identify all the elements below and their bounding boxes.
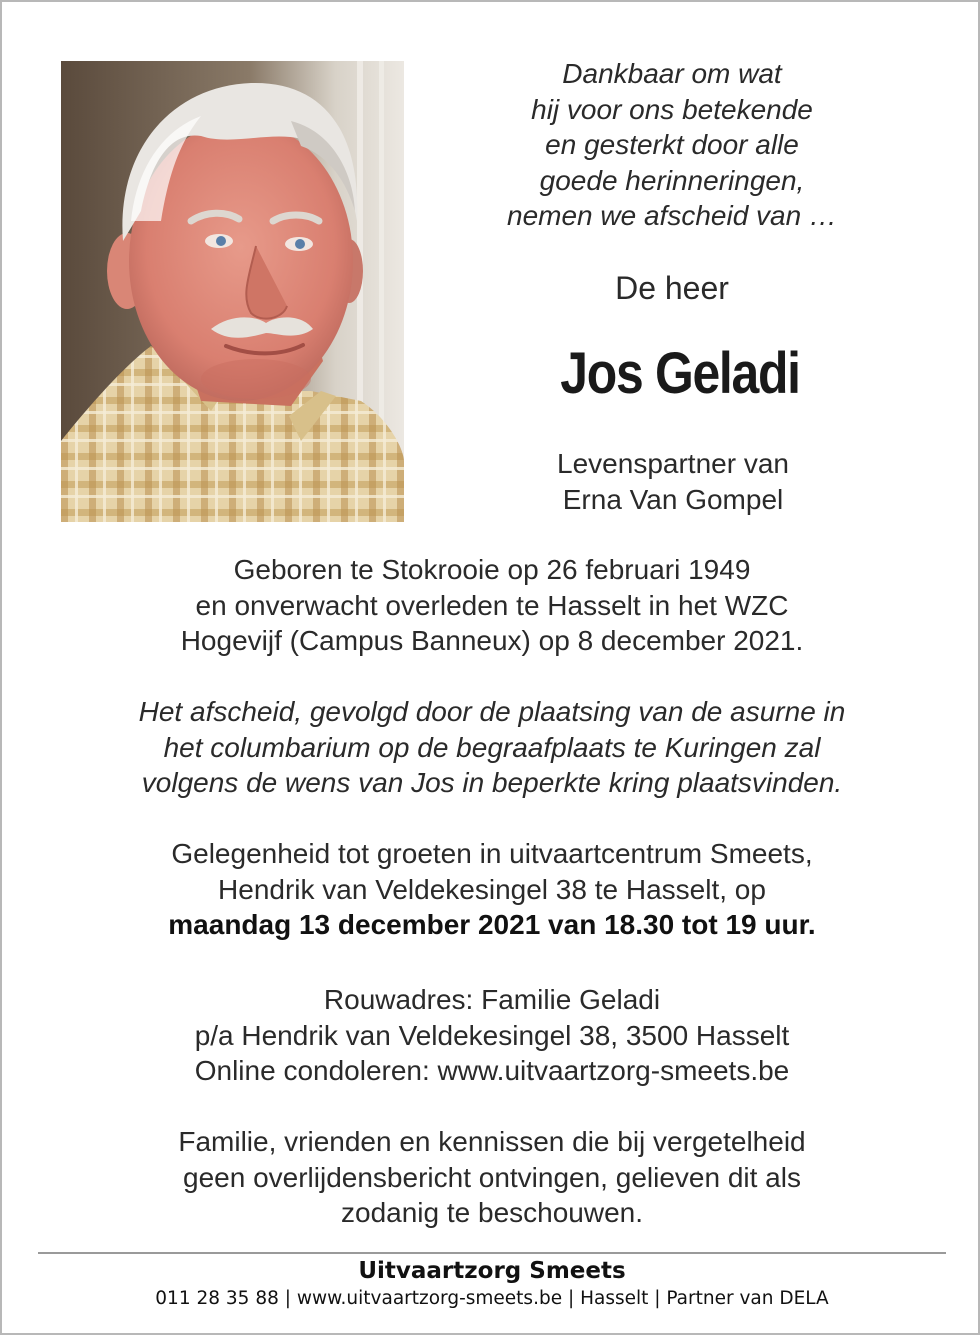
visitation-line: Hendrik van Veldekesingel 38 te Hasselt, op: [218, 873, 766, 905]
partner-info: [442, 446, 904, 517]
birth-death-info: [42, 552, 942, 659]
address-line: p/a Hendrik van Veldekesingel 38, 3500 Hasselt: [194, 1019, 790, 1051]
visitation-info: [42, 836, 942, 943]
portrait-photo: [61, 61, 404, 522]
mourning-address: [42, 982, 942, 1089]
address-line: Rouwadres: Familie Geladi: [323, 984, 661, 1015]
notice-text: [42, 1124, 942, 1231]
notice-line: geen overlijdensbericht ontvingen, gelieven dit als: [183, 1161, 801, 1193]
farewell-line: volgens de wens van Jos in beperkte kring plaatsvinden.: [141, 767, 843, 798]
poem-line: nemen we afscheid van …: [507, 200, 837, 231]
portrait-icon: [61, 61, 404, 522]
notice-line: zodanig te beschouwen.: [341, 1197, 643, 1228]
birth-death-line: Hogevijf (Campus Banneux) op 8 december 2021.: [180, 625, 804, 656]
partner-line: Erna Van Gompel: [562, 483, 784, 515]
condolence-link[interactable]: Online condoleren: www.uitvaartzorg-smeets.be: [194, 1055, 790, 1086]
poem-line: hij voor ons betekende: [531, 93, 813, 125]
farewell-info: [42, 694, 942, 801]
farewell-line: Het afscheid, gevolgd door de plaatsing van de asurne in: [138, 696, 846, 727]
farewell-line: het columbarium op de begraafplaats te Kuringen zal: [163, 731, 821, 763]
funeral-home-contact: 011 28 35 88 | www.uitvaartzorg-smeets.be | Hasselt | Partner van DELA: [155, 1288, 829, 1309]
footer-divider: [38, 1252, 946, 1254]
visitation-date: maandag 13 december 2021 van 18.30 tot 19 uur.: [168, 909, 816, 940]
funeral-home-name: Uitvaartzorg Smeets: [358, 1258, 626, 1284]
visitation-line: Gelegenheid tot groeten in uitvaartcentrum Smeets,: [171, 838, 813, 869]
notice-line: Familie, vrienden en kennissen die bij vergetelheid: [178, 1126, 806, 1157]
partner-line: Levenspartner van: [557, 448, 789, 479]
birth-death-line: Geboren te Stokrooie op 26 februari 1949: [233, 554, 751, 585]
deceased-name: Jos Geladi: [560, 341, 800, 406]
birth-death-line: en onverwacht overleden te Hasselt in het WZC: [195, 589, 789, 621]
salutation: De heer: [615, 270, 729, 306]
poem-line: goede herinneringen,: [539, 164, 805, 196]
poem-line: en gesterkt door alle: [545, 129, 799, 160]
opening-poem: [442, 56, 902, 234]
poem-line: Dankbaar om wat: [562, 58, 782, 89]
